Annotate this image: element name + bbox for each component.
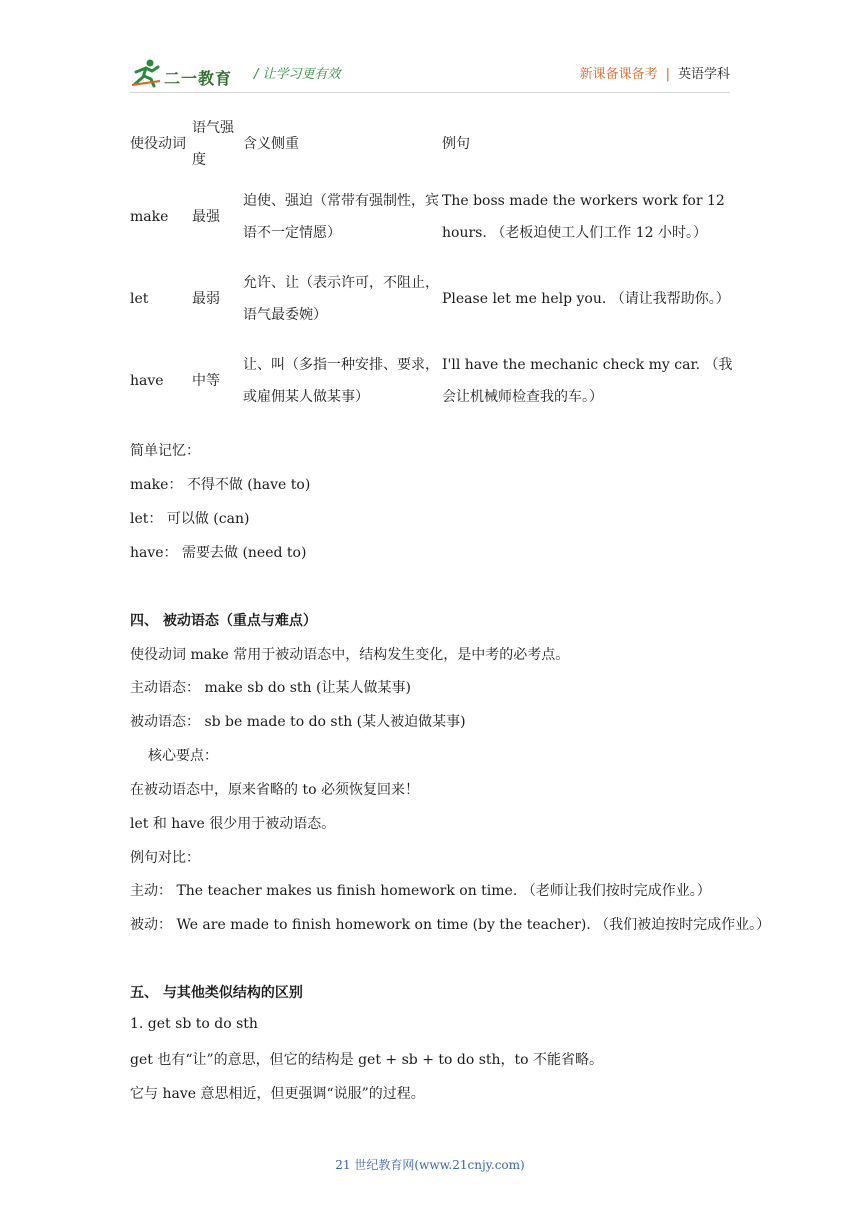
header-cell-meaning: 含义侧重 — [243, 136, 299, 152]
header-cell-strength: 语气强度 — [192, 120, 234, 168]
page-footer: 21 世纪教育网(www.21cnjy.com) — [335, 1158, 525, 1172]
header-separator: | — [665, 67, 670, 82]
memo-item-make: make： 不得不做 (have to) — [130, 477, 311, 493]
active-voice-structure: 主动语态： make sb do sth (让某人做某事) — [130, 680, 411, 696]
table-row — [130, 176, 742, 258]
cell-strength: 最强 — [192, 209, 220, 225]
compare-title: 例句对比： — [130, 850, 200, 866]
logo — [130, 58, 250, 88]
table-row — [130, 258, 742, 340]
logo-text: 二一教育 — [164, 69, 233, 88]
cell-strength: 最弱 — [192, 291, 220, 307]
key-point-1: 在被动语态中，原来省略的 to 必须恢复回来！ — [130, 782, 419, 798]
header-course-label: 新课备课备考 — [579, 67, 658, 82]
cell-example: The boss made the workers work for 12 hours. （老板迫使工人们工作 12 小时。） — [442, 193, 725, 241]
section4-heading: 四、 被动语态（重点与难点） — [130, 613, 317, 629]
key-point-2: let 和 have 很少用于被动语态。 — [130, 816, 336, 832]
memo-item-let: let： 可以做 (can) — [130, 511, 250, 527]
cell-meaning: 让、叫（多指一种安排、要求，或雇佣某人做某事） — [243, 357, 439, 405]
compare-active-example: 主动： The teacher makes us finish homework on time. （老师让我们按时完成作业。） — [130, 883, 711, 899]
section5-line-1: get 也有“让”的意思，但它的结构是 get + sb + to do sth，to 不能省略。 — [130, 1052, 604, 1068]
header-cell-verb: 使役动词 — [130, 136, 186, 152]
cell-meaning: 允许、让（表示许可，不阻止，语气最委婉） — [243, 275, 439, 323]
memo-item-have: have： 需要去做 (need to) — [130, 545, 307, 561]
header-divider — [130, 92, 730, 93]
header-cell-example: 例句 — [442, 136, 470, 152]
table-header-row — [130, 112, 742, 176]
cell-example: Please let me help you. （请让我帮助你。） — [442, 291, 730, 307]
header-slogan: / 让学习更有效 — [254, 67, 341, 82]
compare-passive-example: 被动： We are made to finish homework on time (by the teacher). （我们被迫按时完成作业。） — [130, 917, 771, 933]
passive-voice-structure: 被动语态： sb be made to do sth (某人被迫做某事) — [130, 714, 466, 730]
section5-subheading: 1. get sb to do sth — [130, 1016, 258, 1032]
cell-verb: make — [130, 209, 169, 225]
section5-heading: 五、 与其他类似结构的区别 — [130, 985, 303, 1001]
header-right — [580, 63, 730, 82]
section4-intro: 使役动词 make 常用于被动语态中，结构发生变化，是中考的必考点。 — [130, 647, 570, 663]
cell-example: I'll have the mechanic check my car. （我会让机械师检查我的车。） — [442, 357, 733, 405]
section5-line-2: 它与 have 意思相近，但更强调“说服”的过程。 — [130, 1086, 425, 1102]
table-row — [130, 340, 742, 422]
page-header — [130, 52, 730, 92]
header-subject: 英语学科 — [677, 67, 730, 82]
causative-verb-table — [130, 112, 742, 422]
cell-strength: 中等 — [192, 373, 220, 389]
cell-verb: let — [130, 291, 149, 307]
cell-verb: have — [130, 373, 164, 389]
key-points-title: 核心要点： — [148, 748, 218, 764]
cell-meaning: 迫使、强迫（常带有强制性，宾语不一定情愿） — [243, 193, 439, 241]
runner-logo-icon — [130, 58, 164, 88]
memo-title: 简单记忆： — [130, 443, 200, 459]
